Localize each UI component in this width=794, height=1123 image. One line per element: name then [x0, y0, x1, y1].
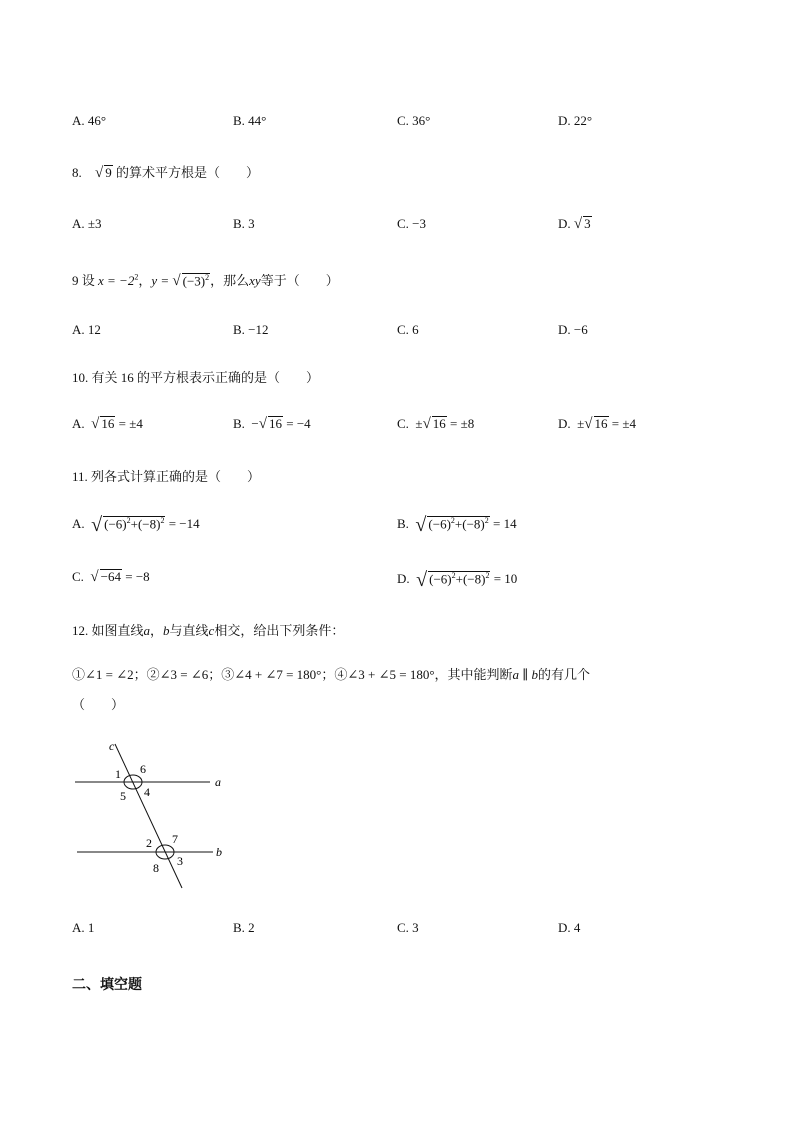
q10-option-c-label: C.: [397, 416, 409, 431]
q11-option-c[interactable]: [72, 569, 150, 586]
q9-eq1-exp: 2: [134, 272, 139, 282]
q12-var-b: b: [163, 623, 170, 638]
q9-option-c[interactable]: C. 6: [397, 322, 419, 337]
angle-2: 2: [146, 836, 152, 850]
angle-1: 1: [115, 767, 121, 781]
q9-option-b[interactable]: B. −12: [233, 322, 269, 337]
q11-a-term1: (−6): [104, 516, 127, 531]
q11-options-row2: [0, 569, 794, 591]
q9-eq1: x = −2: [98, 273, 135, 288]
radical-icon: √: [95, 165, 104, 181]
q8-options: [0, 216, 794, 238]
q12-var-c: c: [208, 623, 215, 638]
q10-option-c-radicand: 16: [432, 416, 446, 431]
q11-option-a-label: A.: [72, 516, 85, 531]
q12-var-a: a: [143, 623, 151, 638]
q11-option-b[interactable]: [397, 514, 517, 537]
q10-option-b[interactable]: [233, 416, 311, 433]
q9-option-d[interactable]: D. −6: [558, 322, 588, 337]
q10-option-a-label: A.: [72, 416, 85, 431]
q11-b-term1: (−6): [428, 516, 451, 531]
q12-option-b[interactable]: B. 2: [233, 920, 255, 935]
q11-option-a[interactable]: [72, 514, 200, 537]
q11-option-a-rest: = −14: [168, 516, 200, 531]
q8-stem: [72, 162, 259, 182]
q9-eq2: y =: [151, 273, 173, 288]
q12-options: [0, 920, 794, 942]
q12-paren: （ ）: [72, 697, 125, 712]
q8-option-d[interactable]: [558, 216, 592, 233]
q11-option-a-radicand: [103, 516, 165, 531]
q9-eq2-inner: (−3): [182, 273, 206, 288]
radical-icon: √: [573, 216, 583, 232]
q10-option-d-label: D.: [558, 416, 571, 431]
q9-text-c: 等于（ ）: [260, 273, 339, 288]
q12-conditions-text: ①∠1 = ∠2；②∠3 = ∠6；③∠4 + ∠7 = 180°；④∠3 + ∠5 = 180°，其中能判断: [72, 667, 513, 682]
q8-text: 的算术平方根是（ ）: [115, 165, 259, 180]
radical-icon: √: [416, 569, 428, 591]
q11-options-row1: [0, 514, 794, 536]
q11-d-plus: +: [455, 571, 463, 586]
q8-number: 8.: [72, 165, 82, 180]
q12-text-c: 与直线: [169, 623, 209, 638]
radical-icon: √: [90, 569, 99, 585]
q12-text-a: 12. 如图直线: [72, 623, 144, 638]
q12-text-d: 相交，给出下列条件：: [214, 623, 345, 638]
q7-option-d[interactable]: D. 22°: [558, 113, 593, 128]
q11-b-exp2: 2: [484, 515, 489, 525]
q12-cond-end: 的有几个: [538, 667, 591, 682]
q7-option-c[interactable]: C. 36°: [397, 113, 431, 128]
q11-d-term1: (−6): [429, 571, 452, 586]
q11-d-exp2: 2: [485, 570, 490, 580]
angle-3: 3: [177, 854, 183, 868]
q10-option-d-radicand: 16: [594, 416, 608, 431]
q12-parallel: a ∥ b: [512, 667, 539, 682]
q9-text-a: 设: [81, 273, 95, 288]
q7-option-a[interactable]: A. 46°: [72, 113, 107, 128]
q12-figure: [70, 738, 240, 898]
q9-number: 9: [72, 273, 79, 288]
q12-text-b: ，: [150, 623, 164, 638]
q11-option-d-rest: = 10: [493, 571, 518, 586]
q11-a-term2: (−8): [137, 516, 161, 531]
q10-option-a[interactable]: [72, 416, 143, 433]
q11-option-b-rest: = 14: [493, 516, 517, 531]
q11-option-d[interactable]: [397, 569, 517, 592]
q9-eq2-radicand: [182, 273, 211, 288]
q12-conditions: [72, 664, 590, 683]
q9-text-b: ，那么: [210, 273, 250, 288]
q10-option-a-radicand: 16: [101, 416, 115, 431]
q9-options: [0, 322, 794, 344]
q10-option-c[interactable]: [397, 416, 474, 433]
q10-option-c-pre: ±: [415, 416, 423, 431]
q8-option-b[interactable]: B. 3: [233, 216, 255, 231]
radical-icon: √: [258, 416, 267, 432]
q10-option-d-rest: = ±4: [611, 416, 636, 431]
q9-option-a[interactable]: A. 12: [72, 322, 101, 337]
q9-var: xy: [249, 273, 261, 288]
q11-option-d-label: D.: [397, 571, 410, 586]
label-a: a: [215, 775, 221, 789]
radical-icon: √: [91, 416, 100, 432]
q10-options: [0, 416, 794, 438]
label-b: b: [216, 845, 222, 859]
q11-a-exp1: 2: [126, 515, 131, 525]
q11-d-term2: (−8): [462, 571, 486, 586]
q12-stem: [72, 620, 344, 639]
q11-option-b-label: B.: [397, 516, 409, 531]
radical-icon: √: [422, 416, 431, 432]
q11-option-c-radicand: −64: [100, 569, 121, 584]
q12-option-a[interactable]: A. 1: [72, 920, 95, 935]
q10-option-a-rest: = ±4: [118, 416, 143, 431]
q8-option-d-label: D.: [558, 216, 574, 231]
q10-option-b-radicand: 16: [269, 416, 282, 431]
angle-4: 4: [144, 785, 150, 799]
label-c: c: [109, 739, 115, 753]
q11-option-d-radicand: [428, 571, 490, 586]
radical-icon: √: [172, 273, 181, 289]
q11-a-plus: +: [130, 516, 138, 531]
q11-option-c-rest: = −8: [125, 569, 150, 584]
q11-b-plus: +: [454, 516, 463, 531]
radical-icon: √: [584, 416, 593, 432]
q8-option-a[interactable]: A. ±3: [72, 216, 102, 231]
line-c: [115, 744, 182, 888]
q11-b-exp1: 2: [450, 515, 455, 525]
q11-a-exp2: 2: [160, 515, 165, 525]
q9-sep: ，: [138, 273, 152, 288]
q10-option-c-rest: = ±8: [450, 416, 475, 431]
q12-option-c[interactable]: C. 3: [397, 920, 419, 935]
q8-option-d-radicand: 3: [584, 216, 591, 231]
radical-icon: √: [415, 514, 427, 536]
q11-option-c-label: C.: [72, 569, 84, 584]
q10-option-d-pre: ±: [577, 416, 585, 431]
q10-option-b-pre: −: [251, 416, 259, 431]
q10-stem: 10. 有关 16 的平方根表示正确的是（ ）: [72, 370, 320, 385]
q10-option-b-label: B.: [233, 416, 245, 431]
angle-8: 8: [153, 861, 159, 875]
radical-icon: √: [91, 514, 103, 536]
q11-option-b-radicand: [427, 516, 489, 531]
q12-option-d[interactable]: D. 4: [558, 920, 581, 935]
q11-d-exp1: 2: [451, 570, 456, 580]
q9-stem: [72, 270, 339, 290]
q11-stem: 11. 列各式计算正确的是（ ）: [72, 469, 261, 484]
q9-eq2-exp: 2: [205, 272, 210, 282]
angle-5: 5: [120, 789, 126, 803]
q10-option-b-rest: = −4: [286, 416, 311, 431]
q8-radicand: 9: [105, 165, 112, 180]
angle-7: 7: [172, 832, 178, 846]
section-title: 二、填空题: [72, 977, 142, 993]
q10-option-d[interactable]: [558, 416, 636, 433]
q7-option-b[interactable]: B. 44°: [233, 113, 267, 128]
q7-options: [0, 113, 794, 135]
q11-b-term2: (−8): [462, 516, 485, 531]
angle-6: 6: [140, 762, 146, 776]
q8-option-c[interactable]: C. −3: [397, 216, 427, 231]
